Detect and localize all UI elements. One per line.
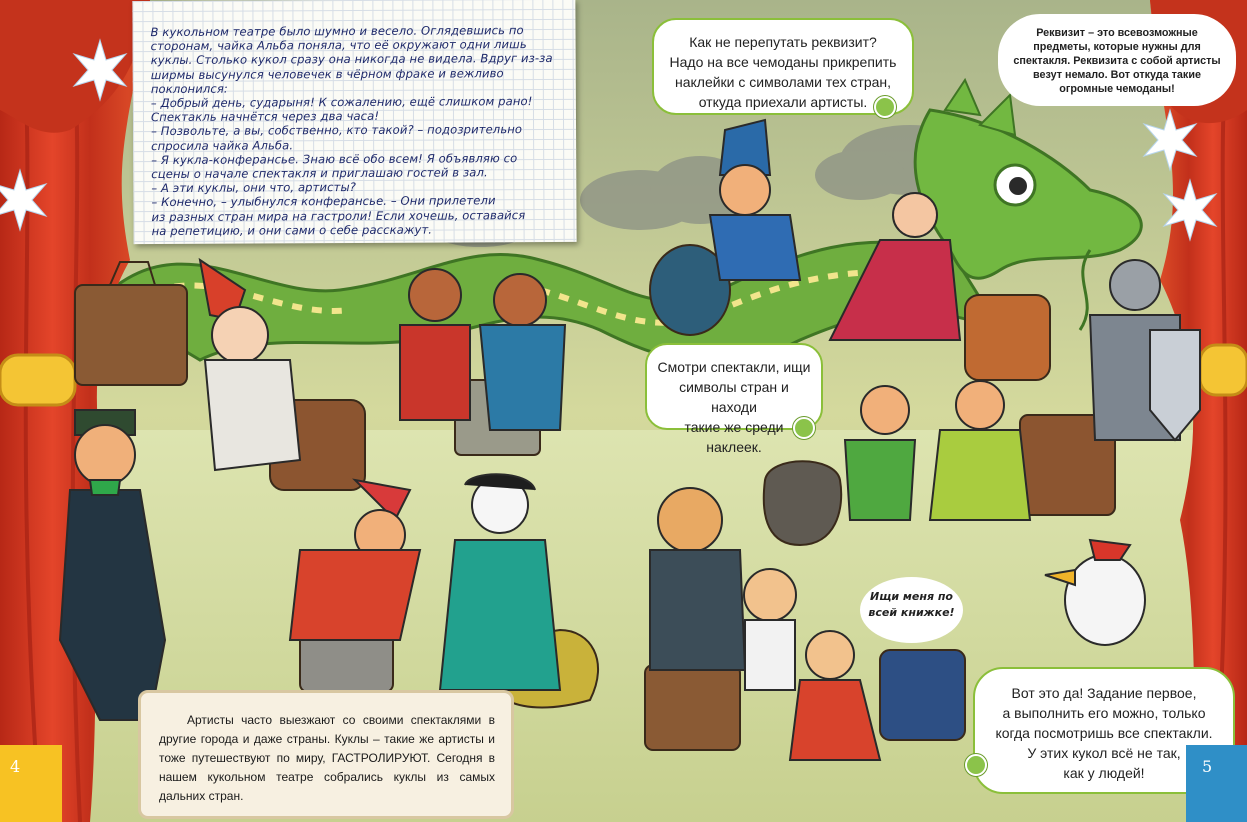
story-line: ширмы высунулся человечек в чёрном фраке и вежливо поклонился: xyxy=(150,65,504,96)
bubble-line: всей книжке! xyxy=(868,606,955,619)
watch-speech-bubble xyxy=(645,343,823,455)
story-text-panel xyxy=(132,0,576,244)
story-line: сторонам, чайка Альба поняла, что её окружают одни лишь xyxy=(150,37,527,54)
story-line: – Конечно, – улыбнулся конферансье. – Они прилетели xyxy=(151,193,496,210)
bubble-line: Надо на все чемоданы прикрепить xyxy=(669,54,897,70)
story-line: из разных стран мира на гастроли! Если хочешь, оставайся xyxy=(151,207,526,224)
bubble-line: везут немало. Вот откуда такие xyxy=(1033,69,1201,81)
bubble-line: Вот это да! Задание первое, xyxy=(1011,685,1197,701)
bubble-line: откуда приехали артисты. xyxy=(698,94,868,110)
story-line: – Я кукла-конферансье. Знаю всё обо всем! Я объявляю со xyxy=(151,150,518,167)
story-line: спросила чайка Альба. xyxy=(151,137,294,153)
story-line: на репетицию, и они сами о себе расскажут. xyxy=(151,222,433,238)
bubble-line: когда посмотришь все спектакли. xyxy=(995,725,1213,741)
bubble-line: Смотри спектакли, ищи xyxy=(657,359,811,375)
question-speech-bubble xyxy=(652,18,914,115)
bubble-line: как у людей! xyxy=(1063,765,1145,781)
page-number-right: 5 xyxy=(1186,745,1247,822)
story-line: Спектакль начнётся через два часа! xyxy=(150,109,380,125)
page-number-left: 4 xyxy=(0,745,62,822)
bubble-line: такие же среди наклеек. xyxy=(684,419,784,455)
bubble-line: предметы, которые нужны для xyxy=(1033,41,1201,53)
bubble-line: символы стран и находи xyxy=(679,379,789,415)
boy-puppet xyxy=(744,569,796,690)
find-me-bubble xyxy=(860,577,963,643)
info-text: Артисты часто выезжают со своими спектаклями в другие города и даже страны. Куклы – такие же артисты и тоже путешествуют по миру, ГАСТРОЛИРУЮТ. Сегодня в нашем кукольном театре собрались куклы из самых дальних стран. xyxy=(159,713,495,803)
bubble-line: Ищи меня по xyxy=(869,590,953,603)
story-line: В кукольном театре было шумно и весело. Оглядевшись по xyxy=(150,23,524,40)
bubble-line: У этих кукол всё не так, xyxy=(1027,745,1181,761)
bubble-dot-icon xyxy=(874,96,896,118)
bubble-line: спектакля. Реквизита с собой артисты xyxy=(1013,55,1221,67)
props-info-bubble xyxy=(1000,16,1234,104)
story-line: – Позвольте, а вы, собственно, кто такой? – подозрительно xyxy=(151,122,523,139)
bubble-line: наклейки с символами тех стран, xyxy=(674,74,892,90)
story-line: – А эти куклы, они что, артисты? xyxy=(151,180,356,196)
bubble-line: а выполнить его можно, только xyxy=(1002,705,1206,721)
bubble-line: огромные чемоданы! xyxy=(1059,83,1175,95)
bubble-dot-icon xyxy=(965,754,987,776)
story-line: – Добрый день, сударыня! К сожалению, ещё слишком рано! xyxy=(150,94,533,111)
bubble-line: Как не перепутать реквизит? xyxy=(689,34,877,50)
story-line: сцены о начале спектакля и приглашаю гостей в зал. xyxy=(151,165,488,182)
bubble-dot-icon xyxy=(793,417,815,439)
bubble-line: Реквизит – это всевозможные xyxy=(1036,27,1198,39)
story-line: куклы. Столько кукол сразу она никогда не видела. Вдруг из-за xyxy=(150,51,553,68)
info-box xyxy=(138,690,514,819)
